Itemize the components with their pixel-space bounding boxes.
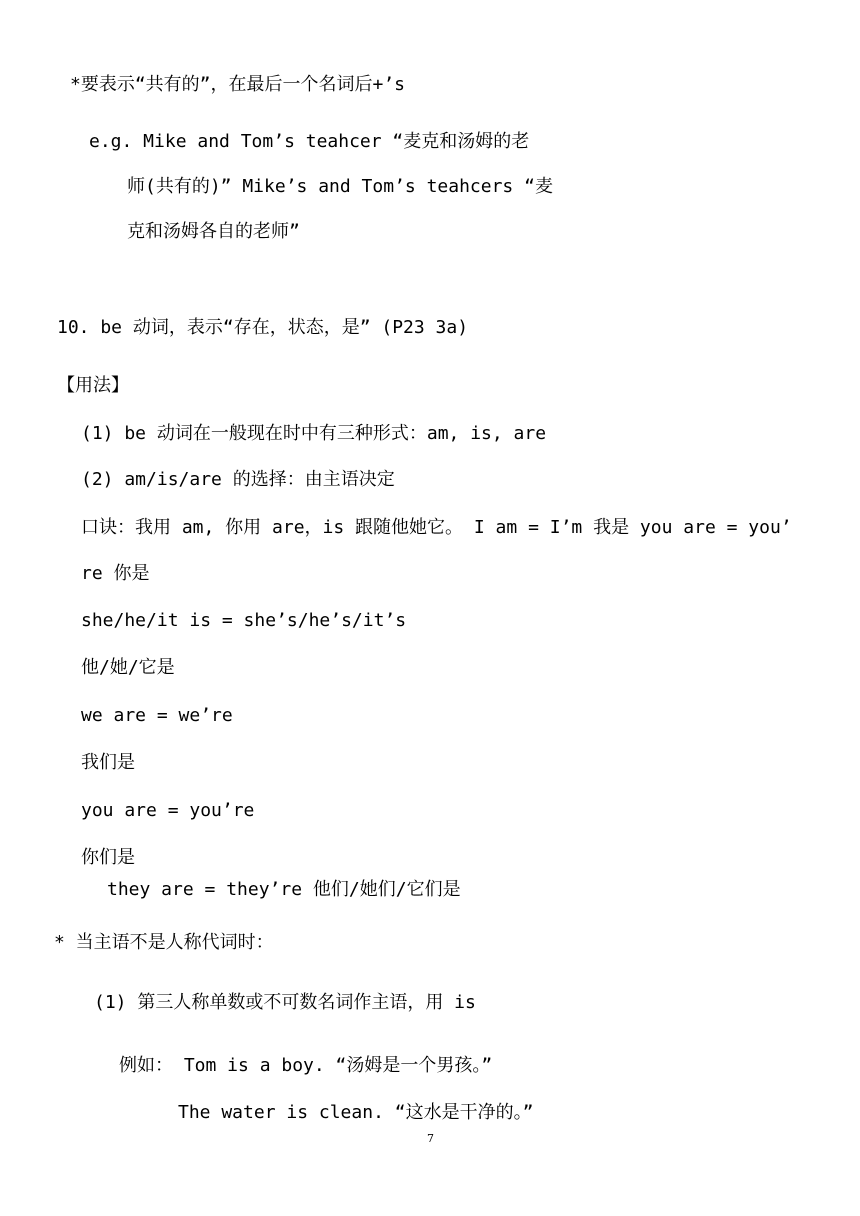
example-line-3: 克和汤姆各自的老师” bbox=[127, 221, 300, 242]
meaning-we: 我们是 bbox=[81, 752, 135, 773]
contraction-they: they are = they’re 他们/她们/它们是 bbox=[107, 879, 461, 900]
contraction-you-plural: you are = you’re bbox=[81, 800, 255, 821]
section-heading-be-verb: 10. be 动词，表示“存在，状态，是” (P23 3a) bbox=[57, 317, 469, 338]
usage-heading: 【用法】 bbox=[57, 375, 129, 396]
note-joint-possession: *要表示“共有的”，在最后一个名词后+’s bbox=[70, 74, 406, 95]
mnemonic-line-1: 口诀：我用 am, 你用 are，is 跟随他她它。 I am = I’m 我是 you are = you’ bbox=[81, 517, 792, 538]
example-tom-boy: 例如： Tom is a boy. “汤姆是一个男孩。” bbox=[119, 1055, 493, 1076]
meaning-you-plural: 你们是 bbox=[81, 847, 135, 868]
usage-item-1: (1) be 动词在一般现在时中有三种形式：am, is, are bbox=[81, 423, 547, 444]
mnemonic-line-2: re 你是 bbox=[81, 563, 150, 584]
contraction-she-he-it: she/he/it is = she’s/he’s/it’s bbox=[81, 610, 407, 631]
example-line-2: 师(共有的)” Mike’s and Tom’s teahcers “麦 bbox=[127, 176, 553, 197]
page-number: 7 bbox=[427, 1132, 434, 1145]
meaning-she-he-it: 他/她/它是 bbox=[81, 657, 175, 678]
rule-third-person-singular: (1) 第三人称单数或不可数名词作主语，用 is bbox=[94, 992, 476, 1013]
contraction-we: we are = we’re bbox=[81, 705, 233, 726]
example-line-1: e.g. Mike and Tom’s teahcer “麦克和汤姆的老 bbox=[89, 131, 530, 152]
example-water-clean: The water is clean. “这水是干净的。” bbox=[178, 1102, 534, 1123]
usage-item-2: (2) am/is/are 的选择：由主语决定 bbox=[81, 469, 395, 490]
note-non-pronoun-subject: * 当主语不是人称代词时： bbox=[54, 932, 274, 953]
